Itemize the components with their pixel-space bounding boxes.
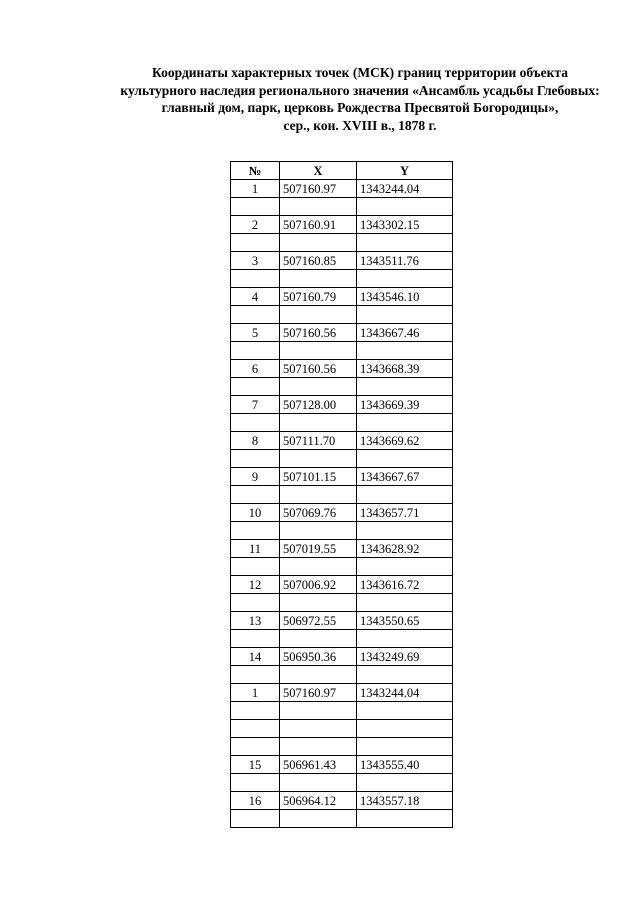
table-row bbox=[231, 774, 453, 792]
cell-number: 13 bbox=[231, 612, 280, 630]
table-row bbox=[231, 756, 453, 774]
cell-y bbox=[357, 378, 453, 396]
cell-y: 1343244.04 bbox=[357, 180, 453, 198]
cell-number bbox=[231, 630, 280, 648]
cell-x: 507160.85 bbox=[280, 252, 357, 270]
cell-y: 1343667.67 bbox=[357, 468, 453, 486]
cell-y: 1343550.65 bbox=[357, 612, 453, 630]
cell-number bbox=[231, 702, 280, 720]
table-row bbox=[231, 810, 453, 828]
cell-x: 506972.55 bbox=[280, 612, 357, 630]
cell-y: 1343668.39 bbox=[357, 360, 453, 378]
cell-x: 506950.36 bbox=[280, 648, 357, 666]
table-row bbox=[231, 720, 453, 738]
table-row bbox=[231, 738, 453, 756]
cell-x bbox=[280, 702, 357, 720]
cell-x: 507160.91 bbox=[280, 216, 357, 234]
table-row bbox=[231, 648, 453, 666]
table-row bbox=[231, 270, 453, 288]
cell-y: 1343628.92 bbox=[357, 540, 453, 558]
table-header-row bbox=[231, 162, 453, 180]
cell-number: 4 bbox=[231, 288, 280, 306]
table-row bbox=[231, 450, 453, 468]
title-line: Координаты характерных точек (МСК) границ территории объекта bbox=[152, 65, 568, 80]
table-row bbox=[231, 558, 453, 576]
cell-x: 507006.92 bbox=[280, 576, 357, 594]
cell-y bbox=[357, 810, 453, 828]
cell-y: 1343302.15 bbox=[357, 216, 453, 234]
cell-y: 1343616.72 bbox=[357, 576, 453, 594]
table-row bbox=[231, 414, 453, 432]
cell-number bbox=[231, 342, 280, 360]
table-row bbox=[231, 576, 453, 594]
cell-y: 1343546.10 bbox=[357, 288, 453, 306]
table-row bbox=[231, 306, 453, 324]
cell-number: 8 bbox=[231, 432, 280, 450]
header-x: X bbox=[280, 162, 357, 180]
table-row bbox=[231, 666, 453, 684]
cell-y bbox=[357, 270, 453, 288]
cell-y bbox=[357, 630, 453, 648]
cell-x bbox=[280, 414, 357, 432]
cell-x bbox=[280, 342, 357, 360]
cell-number bbox=[231, 720, 280, 738]
cell-y: 1343669.62 bbox=[357, 432, 453, 450]
table-row bbox=[231, 324, 453, 342]
cell-number bbox=[231, 774, 280, 792]
cell-number bbox=[231, 234, 280, 252]
cell-x bbox=[280, 450, 357, 468]
title-line: главный дом, парк, церковь Рождества Пресвятой Богородицы», bbox=[161, 100, 559, 115]
cell-number: 3 bbox=[231, 252, 280, 270]
cell-y bbox=[357, 702, 453, 720]
coordinates-table bbox=[230, 161, 453, 828]
cell-number: 6 bbox=[231, 360, 280, 378]
table-row bbox=[231, 540, 453, 558]
cell-x bbox=[280, 486, 357, 504]
cell-x: 507128.00 bbox=[280, 396, 357, 414]
cell-number bbox=[231, 666, 280, 684]
cell-number bbox=[231, 486, 280, 504]
cell-number: 1 bbox=[231, 180, 280, 198]
cell-y: 1343667.46 bbox=[357, 324, 453, 342]
cell-y: 1343244.04 bbox=[357, 684, 453, 702]
header-y: Y bbox=[357, 162, 453, 180]
cell-number: 7 bbox=[231, 396, 280, 414]
cell-y bbox=[357, 720, 453, 738]
table-row bbox=[231, 288, 453, 306]
table-row bbox=[231, 792, 453, 810]
table-row bbox=[231, 432, 453, 450]
cell-number bbox=[231, 270, 280, 288]
cell-x: 507160.56 bbox=[280, 360, 357, 378]
cell-y bbox=[357, 342, 453, 360]
table-row bbox=[231, 504, 453, 522]
cell-number: 14 bbox=[231, 648, 280, 666]
table-row bbox=[231, 198, 453, 216]
cell-y bbox=[357, 234, 453, 252]
cell-number bbox=[231, 378, 280, 396]
cell-number bbox=[231, 414, 280, 432]
cell-y: 1343557.18 bbox=[357, 792, 453, 810]
table-row bbox=[231, 486, 453, 504]
cell-y: 1343511.76 bbox=[357, 252, 453, 270]
cell-y: 1343555.40 bbox=[357, 756, 453, 774]
cell-x: 507160.97 bbox=[280, 180, 357, 198]
cell-x bbox=[280, 720, 357, 738]
cell-y bbox=[357, 522, 453, 540]
cell-x bbox=[280, 558, 357, 576]
table-row bbox=[231, 396, 453, 414]
cell-number bbox=[231, 810, 280, 828]
table-row bbox=[231, 180, 453, 198]
cell-number bbox=[231, 198, 280, 216]
cell-y bbox=[357, 666, 453, 684]
cell-y: 1343249.69 bbox=[357, 648, 453, 666]
cell-number: 15 bbox=[231, 756, 280, 774]
cell-x bbox=[280, 270, 357, 288]
title-line: культурного наследия регионального значения «Ансамбль усадьбы Глебовых: bbox=[120, 82, 600, 98]
cell-y bbox=[357, 450, 453, 468]
cell-x bbox=[280, 234, 357, 252]
cell-y bbox=[357, 198, 453, 216]
table-row bbox=[231, 342, 453, 360]
cell-number: 11 bbox=[231, 540, 280, 558]
cell-number bbox=[231, 558, 280, 576]
table-row bbox=[231, 522, 453, 540]
cell-x bbox=[280, 774, 357, 792]
table-row bbox=[231, 702, 453, 720]
cell-x: 507069.76 bbox=[280, 504, 357, 522]
cell-y bbox=[357, 774, 453, 792]
cell-y: 1343669.39 bbox=[357, 396, 453, 414]
header-number: № bbox=[231, 162, 280, 180]
table-row bbox=[231, 360, 453, 378]
cell-x bbox=[280, 306, 357, 324]
table-body bbox=[231, 180, 453, 828]
cell-x bbox=[280, 666, 357, 684]
cell-number bbox=[231, 738, 280, 756]
table-row bbox=[231, 684, 453, 702]
cell-x: 507111.70 bbox=[280, 432, 357, 450]
cell-y bbox=[357, 594, 453, 612]
document-title bbox=[60, 64, 639, 134]
cell-number bbox=[231, 306, 280, 324]
cell-number: 16 bbox=[231, 792, 280, 810]
cell-number: 2 bbox=[231, 216, 280, 234]
cell-x: 507019.55 bbox=[280, 540, 357, 558]
cell-x bbox=[280, 810, 357, 828]
cell-x: 507160.79 bbox=[280, 288, 357, 306]
table-row bbox=[231, 468, 453, 486]
cell-y: 1343657.71 bbox=[357, 504, 453, 522]
cell-number bbox=[231, 522, 280, 540]
cell-number bbox=[231, 450, 280, 468]
cell-x: 506964.12 bbox=[280, 792, 357, 810]
cell-x bbox=[280, 522, 357, 540]
cell-y bbox=[357, 306, 453, 324]
table-row bbox=[231, 216, 453, 234]
title-line: сер., кон. XVIII в., 1878 г. bbox=[283, 117, 437, 133]
cell-number: 12 bbox=[231, 576, 280, 594]
table-row bbox=[231, 630, 453, 648]
cell-y bbox=[357, 414, 453, 432]
table-row bbox=[231, 378, 453, 396]
table-row bbox=[231, 594, 453, 612]
cell-number: 5 bbox=[231, 324, 280, 342]
cell-x bbox=[280, 630, 357, 648]
cell-y bbox=[357, 738, 453, 756]
cell-x: 507160.97 bbox=[280, 684, 357, 702]
cell-number: 9 bbox=[231, 468, 280, 486]
cell-x: 507101.15 bbox=[280, 468, 357, 486]
cell-x: 507160.56 bbox=[280, 324, 357, 342]
cell-x bbox=[280, 378, 357, 396]
cell-x: 506961.43 bbox=[280, 756, 357, 774]
cell-y bbox=[357, 486, 453, 504]
table-row bbox=[231, 234, 453, 252]
cell-x bbox=[280, 738, 357, 756]
cell-x bbox=[280, 594, 357, 612]
table-row bbox=[231, 612, 453, 630]
cell-number: 1 bbox=[231, 684, 280, 702]
cell-y bbox=[357, 558, 453, 576]
cell-number: 10 bbox=[231, 504, 280, 522]
cell-number bbox=[231, 594, 280, 612]
table-row bbox=[231, 252, 453, 270]
cell-x bbox=[280, 198, 357, 216]
